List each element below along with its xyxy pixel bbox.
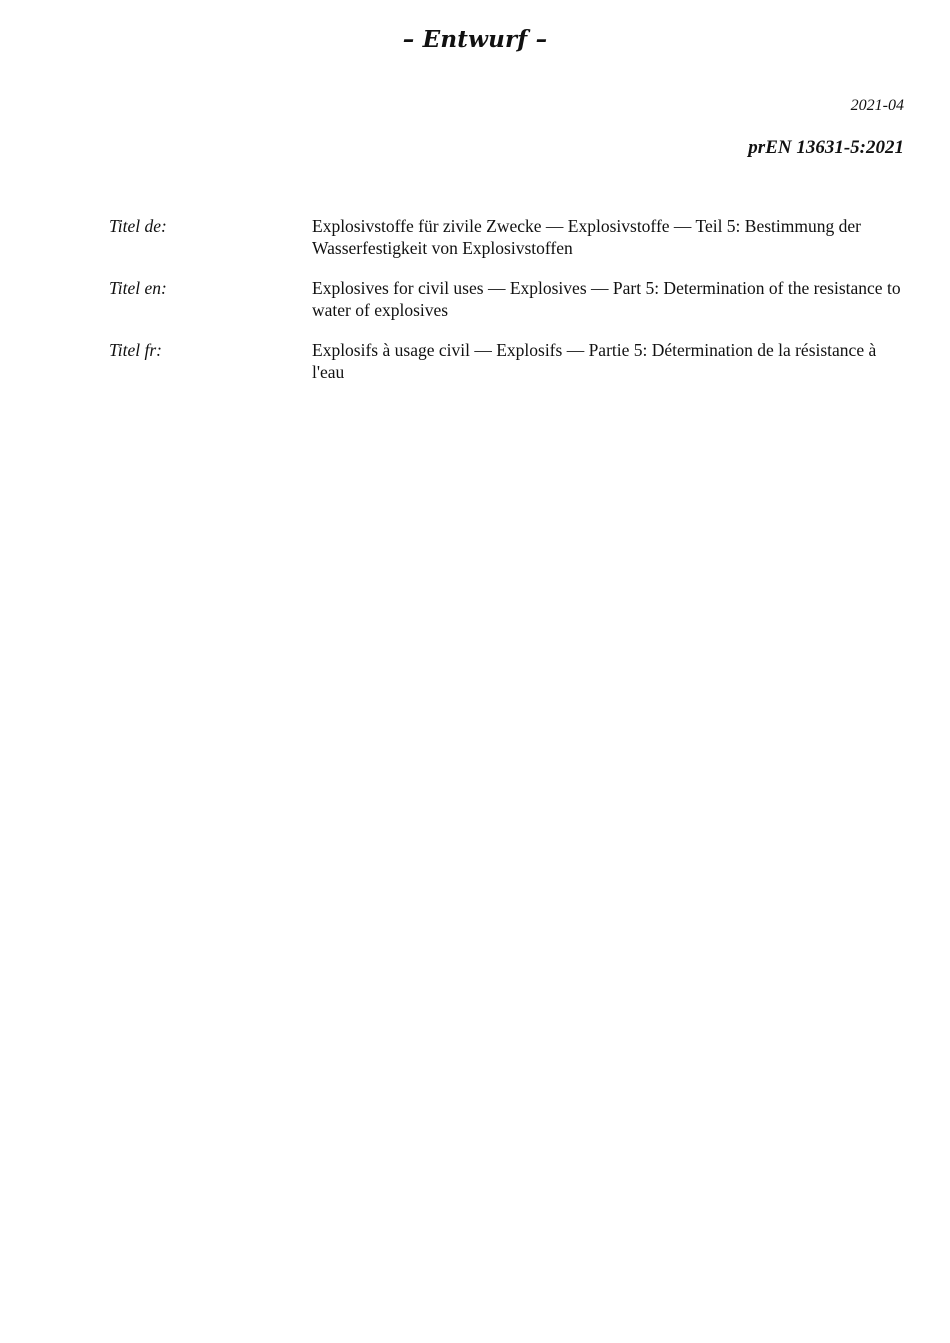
title-value-de: Explosivstoffe für zivile Zwecke — Explosivstoffe — Teil 5: Bestimmung der Wasserfestigkeit von Explosivstoffen	[312, 216, 861, 258]
title-value-fr: Explosifs à usage civil — Explosifs — Partie 5: Détermination de la résistance à l'eau	[312, 340, 877, 382]
titles-table	[109, 215, 904, 401]
document-date: 2021-04	[850, 97, 904, 114]
title-label-en: Titel en:	[109, 278, 167, 298]
title-label-fr: Titel fr:	[109, 340, 162, 360]
title-label-de: Titel de:	[109, 216, 167, 236]
title-row-en	[109, 277, 904, 321]
title-row-de	[109, 215, 904, 259]
draft-heading: – Entwurf –	[402, 26, 548, 53]
title-value-en: Explosives for civil uses — Explosives — Part 5: Determination of the resistance to water of explosives	[312, 278, 901, 320]
title-row-fr	[109, 339, 904, 383]
document-number: prEN 13631-5:2021	[748, 137, 904, 158]
